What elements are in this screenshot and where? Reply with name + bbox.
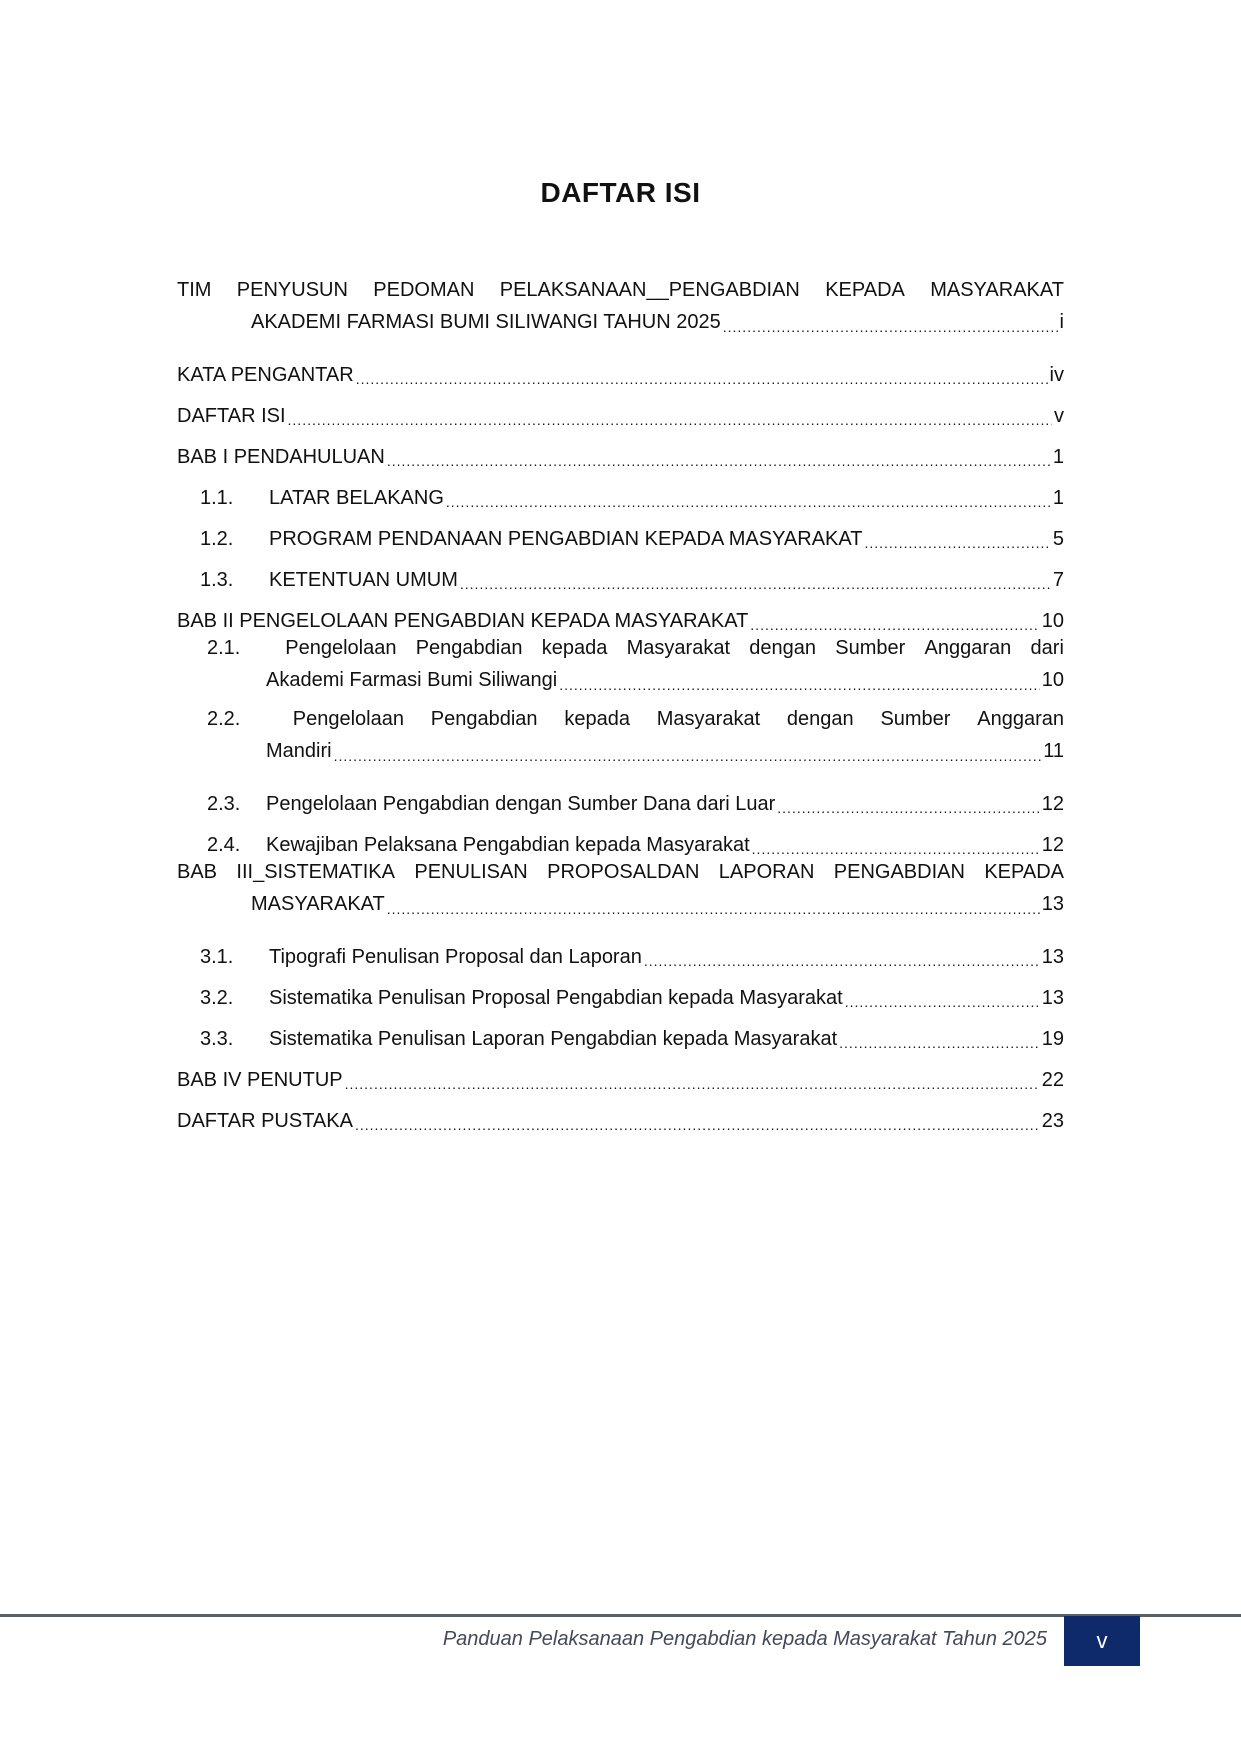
toc-word: Anggaran: [977, 708, 1064, 730]
toc-label: MASYARAKAT: [251, 893, 385, 915]
toc-label: Tipografi Penulisan Proposal dan Laporan: [269, 946, 642, 968]
toc-section-number: 1.3.: [200, 569, 234, 591]
toc-section-number: 1.1.: [200, 487, 234, 509]
toc-page-number: v: [1054, 405, 1064, 427]
toc-entry-daftar-isi[interactable]: [177, 388, 1064, 429]
toc-label: DAFTAR PUSTAKA: [177, 1110, 353, 1132]
footer-text: Panduan Pelaksanaan Pengabdian kepada Masyarakat Tahun 2025: [442, 1628, 1047, 1650]
toc-section-number: 2.4.: [207, 834, 241, 856]
toc-section-number: 2.3.: [207, 793, 241, 815]
toc-word: dengan: [749, 637, 816, 659]
toc-entry-bab-1[interactable]: [177, 429, 1064, 470]
toc-page-number: 12: [1041, 793, 1064, 815]
toc-word: Masyarakat: [656, 708, 761, 730]
toc-word: PELAKSANAAN__PENGABDIAN: [499, 279, 800, 301]
toc-label: LATAR BELAKANG: [269, 487, 444, 509]
toc-word: dari: [1030, 637, 1064, 659]
toc-label: Kewajiban Pelaksana Pengabdian kepada Masyarakat: [266, 834, 750, 856]
toc-word: LAPORAN: [718, 861, 815, 883]
toc-page-number: 22: [1041, 1069, 1064, 1091]
toc-entry-line2: [207, 664, 1064, 694]
toc-entry-kata-pengantar[interactable]: [177, 347, 1064, 388]
toc-leader-dots: [356, 362, 1048, 388]
toc-word: PROPOSALDAN: [547, 861, 700, 883]
toc-page-number: 1: [1052, 487, 1064, 509]
toc-entry-line1: [207, 705, 1064, 735]
toc-word: Pengelolaan: [292, 708, 404, 730]
toc-word: PENGABDIAN: [833, 861, 965, 883]
toc-word: PENYUSUN: [236, 279, 348, 301]
toc-leader-dots: [334, 739, 1042, 765]
toc-word: Sumber: [835, 637, 906, 659]
toc-label: BAB II PENGELOLAAN PENGABDIAN KEPADA MASYARAKAT: [177, 610, 749, 632]
toc-word: kepada: [541, 637, 608, 659]
toc-entry-3-3[interactable]: [177, 1011, 1064, 1052]
toc-entry-line1: [177, 276, 1064, 306]
toc-leader-dots: [864, 526, 1050, 552]
toc-page-number: 13: [1041, 946, 1064, 968]
page-number-badge: v: [1064, 1616, 1140, 1666]
toc-entry-tim-penyusun[interactable]: [177, 276, 1064, 347]
toc-leader-dots: [750, 608, 1039, 634]
toc-entry-2-3[interactable]: [177, 776, 1064, 817]
toc-label: Sistematika Penulisan Laporan Pengabdian kepada Masyarakat: [269, 1028, 838, 1050]
toc-label: BAB I PENDAHULUAN: [177, 446, 385, 468]
toc-entry-line2: [177, 888, 1064, 918]
toc-label: Akademi Farmasi Bumi Siliwangi: [266, 669, 558, 691]
toc-label: KATA PENGANTAR: [177, 364, 354, 386]
toc-word: PENULISAN: [414, 861, 528, 883]
toc-leader-dots: [839, 1026, 1040, 1052]
toc-page-number: 12: [1041, 834, 1064, 856]
toc-word: KEPADA: [984, 861, 1064, 883]
toc-label: AKADEMI FARMASI BUMI SILIWANGI TAHUN 2025: [251, 311, 721, 333]
toc-page-number: 7: [1052, 569, 1064, 591]
toc-leader-dots: [387, 444, 1051, 470]
toc-entry-bab-4[interactable]: [177, 1052, 1064, 1093]
toc-word: kepada: [564, 708, 630, 730]
toc-entry-line2: [207, 735, 1064, 765]
toc-word: dengan: [786, 708, 854, 730]
toc-entry-3-1[interactable]: [177, 929, 1064, 970]
toc-leader-dots: [723, 310, 1058, 336]
toc-entry-line1: [177, 858, 1064, 888]
toc-leader-dots: [777, 791, 1039, 817]
toc-label: Pengelolaan Pengabdian dengan Sumber Dana dari Luar: [266, 793, 776, 815]
toc-page-number: 13: [1041, 893, 1064, 915]
toc-entry-bab-2[interactable]: [177, 593, 1064, 634]
toc-word: Pengabdian: [430, 708, 538, 730]
toc-word: TIM: [177, 279, 212, 301]
toc-leader-dots: [644, 944, 1040, 970]
toc-label: PROGRAM PENDANAAN PENGABDIAN KEPADA MASYARAKAT: [269, 528, 863, 550]
toc-section-number: 2.2.: [207, 708, 241, 730]
footer-divider: [0, 1614, 1241, 1617]
toc-label: DAFTAR ISI: [177, 405, 286, 427]
toc-word: KEPADA: [825, 279, 905, 301]
toc-word: Masyarakat: [626, 637, 730, 659]
toc-page-number: 5: [1052, 528, 1064, 550]
toc-entry-1-1[interactable]: [177, 470, 1064, 511]
toc-word: Anggaran: [924, 637, 1012, 659]
toc-leader-dots: [288, 403, 1052, 429]
toc-leader-dots: [559, 668, 1040, 694]
toc-leader-dots: [460, 567, 1051, 593]
toc-page-number: 1: [1052, 446, 1064, 468]
toc-section-number: 3.2.: [200, 987, 234, 1009]
toc-word: MASYARAKAT: [930, 279, 1064, 301]
toc-word: BAB: [177, 861, 218, 883]
toc-word: III_SISTEMATIKA: [236, 861, 395, 883]
toc-page-number: 19: [1041, 1028, 1064, 1050]
toc-entry-line1: [207, 634, 1064, 664]
toc-entry-line2: [177, 306, 1064, 336]
toc-word: Sumber: [880, 708, 951, 730]
toc-entry-1-3[interactable]: [177, 552, 1064, 593]
table-of-contents: [177, 276, 1064, 1134]
toc-section-number: 3.3.: [200, 1028, 234, 1050]
toc-label: BAB IV PENUTUP: [177, 1069, 343, 1091]
toc-leader-dots: [387, 892, 1040, 918]
toc-section-number: 2.1.: [207, 637, 241, 659]
toc-page-number: 13: [1041, 987, 1064, 1009]
toc-label: Sistematika Penulisan Proposal Pengabdian kepada Masyarakat: [269, 987, 843, 1009]
toc-section-number: 3.1.: [200, 946, 234, 968]
toc-leader-dots: [752, 832, 1040, 858]
toc-section-number: 1.2.: [200, 528, 234, 550]
toc-word: Pengabdian: [415, 637, 523, 659]
toc-entry-2-1[interactable]: [177, 634, 1064, 705]
toc-page-number: 23: [1041, 1110, 1064, 1132]
toc-label: Mandiri: [266, 740, 332, 762]
page-title: DAFTAR ISI: [540, 177, 701, 208]
toc-page-number: 10: [1041, 610, 1064, 632]
toc-word: Pengelolaan: [285, 637, 397, 659]
toc-entry-daftar-pustaka[interactable]: [177, 1093, 1064, 1134]
toc-leader-dots: [446, 485, 1051, 511]
toc-entry-1-2[interactable]: [177, 511, 1064, 552]
toc-page-number: i: [1059, 311, 1064, 333]
toc-leader-dots: [355, 1108, 1040, 1134]
toc-entry-bab-3[interactable]: [177, 858, 1064, 929]
toc-leader-dots: [845, 985, 1040, 1011]
toc-entry-3-2[interactable]: [177, 970, 1064, 1011]
toc-word: PEDOMAN: [373, 279, 475, 301]
toc-label: KETENTUAN UMUM: [269, 569, 458, 591]
toc-leader-dots: [345, 1067, 1040, 1093]
toc-entry-2-2[interactable]: [177, 705, 1064, 776]
toc-entry-2-4[interactable]: [177, 817, 1064, 858]
toc-page-number: 10: [1041, 669, 1064, 691]
toc-page-number: 11: [1043, 740, 1064, 762]
toc-page-number: iv: [1049, 364, 1064, 386]
